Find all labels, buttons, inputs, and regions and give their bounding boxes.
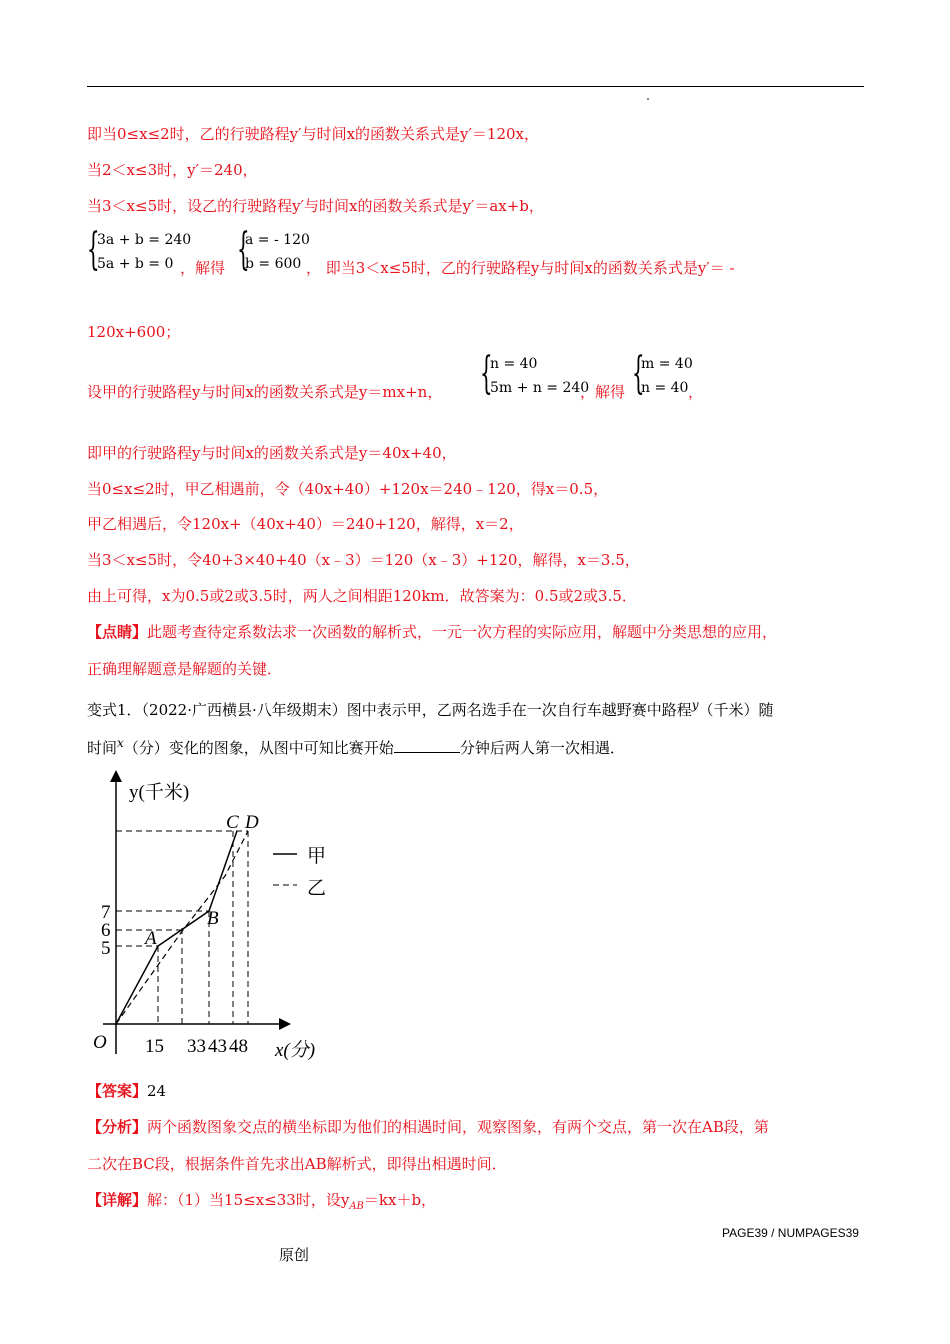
text-line-13: 正确理解题意是解题的关键． [87, 660, 283, 678]
point-A: A [145, 928, 157, 949]
series-yi [116, 831, 248, 1024]
graph [85, 768, 345, 1068]
solve-label-1: ，解得 [180, 259, 226, 277]
text-line-1: 即当0≤x≤2时，乙的行驶路程y′与时间x的函数关系式是y′＝120x， [87, 125, 539, 143]
variant-line-1 [87, 695, 774, 720]
text-line-2: 当2＜x≤3时，y′＝240， [87, 161, 258, 179]
text-line-12 [87, 622, 777, 642]
detail-line [87, 1190, 436, 1217]
dianjing-text: 此题考查待定系数法求一次函数的解析式，一元一次方程的实际应用，解题中分类思想的应用， [147, 623, 778, 641]
xtick-48: 48 [229, 1036, 248, 1057]
brace-3: { [480, 348, 493, 399]
point-C: C [226, 812, 239, 833]
header-dot [647, 98, 649, 100]
original-label: 原创 [279, 1246, 310, 1264]
brace-1: { [87, 224, 100, 275]
answer-value: 24 [147, 1082, 167, 1100]
analysis-line-1 [87, 1117, 769, 1137]
text-line-8: 当0≤x≤2时，甲乙相遇前，令（40x+40）+120x＝240﹣120，得x＝0.5， [87, 480, 609, 498]
solution-1-eq-a: a = - 120 [245, 232, 310, 248]
var-y: y [691, 698, 699, 712]
solution-1 [245, 228, 310, 276]
tag-analysis: 【分析】 [87, 1118, 148, 1136]
analysis-text-1: 两个函数图象交点的横坐标即为他们的相遇时间，观察图象，有两个交点，第一次在AB段，第 [147, 1118, 769, 1136]
header-rule [87, 86, 864, 87]
y-axis-label: y(千米) [129, 782, 190, 803]
origin-label: O [93, 1032, 107, 1053]
text-line-10: 当3＜x≤5时，令40+3×40+40（x﹣3）＝120（x﹣3）+120，解得，x＝3.5， [87, 551, 640, 569]
xtick-43: 43 [208, 1036, 227, 1057]
tag-dianjing: 【点睛】 [87, 623, 148, 641]
system-2-eq-a: n = 40 [490, 356, 538, 372]
text-line-4: ， 即当3＜x≤5时，乙的行驶路程y与时间x的函数关系式是y′＝ - [306, 259, 735, 277]
detail-sub: AB [349, 1201, 364, 1212]
x-axis-label: x(分) [275, 1040, 316, 1061]
variant-mid-2: （分）变化的图象，从图中可知比赛开始 [123, 739, 394, 757]
text-line-11: 由上可得，x为0.5或2或3.5时，两人之间相距120km．故答案为：0.5或2或3.5． [87, 587, 637, 605]
variant-tail-1: （千米）随 [698, 701, 774, 719]
system-1-eq-a: 3a + b = 240 [97, 232, 192, 248]
variant-text-1: 变式1．（2022·广西横县·八年级期末）图中表示甲，乙两名选手在一次自行车越野赛中路程 [87, 701, 692, 719]
point-B: B [207, 908, 219, 929]
brace-2: { [237, 224, 250, 275]
ytick-5: 5 [101, 938, 111, 959]
page-number: PAGE39 / NUMPAGES39 [722, 1226, 859, 1240]
solution-2-tail: ， [688, 383, 704, 401]
solution-1-eq-b: b = 600 [245, 256, 302, 272]
detail-text: 解：（1）当15≤x≤33时，设y [147, 1191, 350, 1209]
ytick-6: 6 [101, 920, 111, 941]
text-line-9: 甲乙相遇后，令120x+（40x+40）＝240+120，解得，x＝2， [87, 515, 524, 533]
analysis-line-2: 二次在BC段，根据条件首先求出AB解析式，即得出相遇时间． [87, 1155, 507, 1173]
tag-answer: 【答案】 [87, 1082, 148, 1100]
ytick-7: 7 [101, 902, 111, 923]
system-2-eq-b: 5m + n = 240 [490, 380, 590, 396]
text-line-6: 设甲的行驶路程y与时间x的函数关系式是y＝mx+n， [87, 383, 443, 401]
solution-2 [641, 352, 693, 400]
variant-line-2 [87, 733, 625, 758]
text-line-5: 120x+600； [87, 323, 181, 341]
xtick-15: 15 [145, 1036, 164, 1057]
xtick-33: 33 [187, 1036, 206, 1057]
var-x: x [117, 736, 124, 750]
legend-jia: 甲 [307, 846, 327, 867]
series-jia [116, 831, 237, 1024]
text-line-7: 即甲的行驶路程y与时间x的函数关系式是y＝40x+40， [87, 444, 457, 462]
variant-head-2: 时间 [87, 739, 118, 757]
answer-blank [394, 738, 460, 753]
text-line-3: 当3＜x≤5时，设乙的行驶路程y′与时间x的函数关系式是y′＝ax+b， [87, 197, 544, 215]
tag-detail: 【详解】 [87, 1191, 148, 1209]
system-1-eq-b: 5a + b = 0 [97, 256, 174, 272]
legend-yi: 乙 [307, 878, 327, 899]
solution-2-eq-a: m = 40 [641, 356, 693, 372]
variant-tail-2: 分钟后两人第一次相遇． [459, 739, 625, 757]
system-2 [490, 352, 589, 400]
solve-label-2: ，解得 [580, 383, 626, 401]
answer-line [87, 1081, 166, 1101]
point-D: D [245, 812, 259, 833]
brace-4: { [632, 348, 645, 399]
detail-tail: ＝kx＋b， [363, 1191, 437, 1209]
solution-2-eq-b: n = 40 [641, 380, 689, 396]
system-1 [97, 228, 191, 276]
